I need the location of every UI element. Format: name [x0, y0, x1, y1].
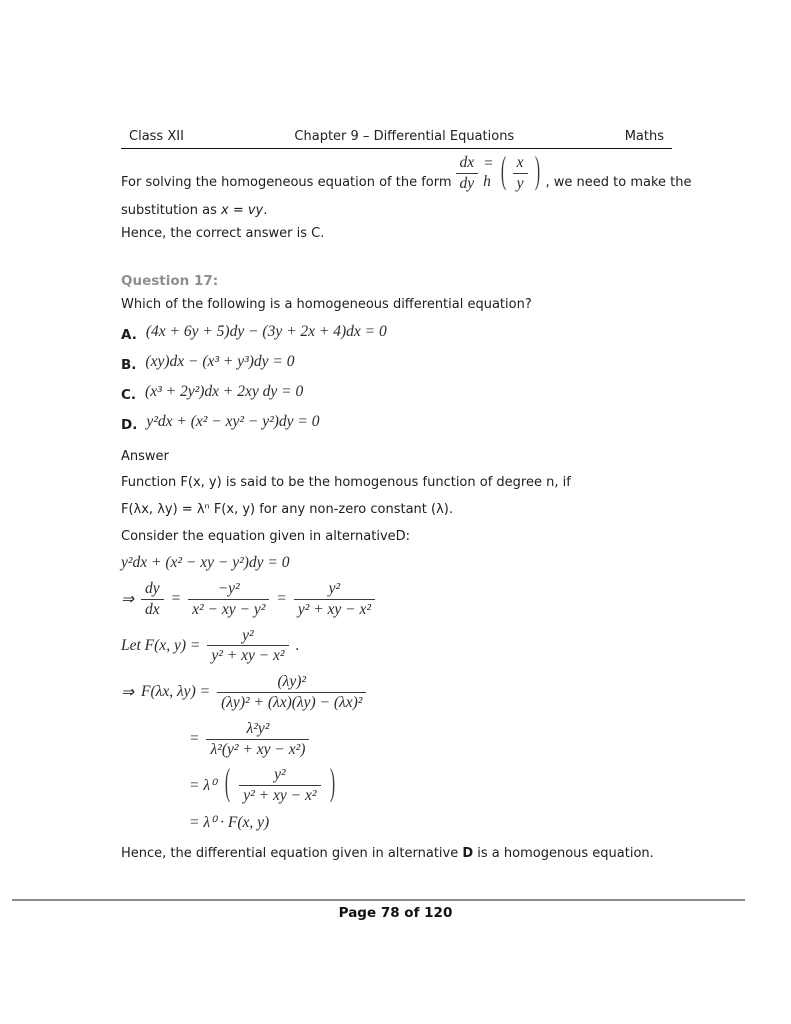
- fraction-dx-dy: $\frac{dx}{dy}$: [456, 154, 479, 193]
- page-content: [121, 129, 692, 862]
- fraction-x-y: $\frac{x}{y}$: [513, 154, 528, 193]
- option-a-equation: (4x + 6y + 5)dy − (3y + 2x + 4)dx = 0: [145, 322, 387, 340]
- conclusion-pre: Hence, the differential equation given in alternative: [121, 846, 463, 862]
- lambda0-pre: = λ⁰: [189, 777, 217, 795]
- equation-dydx: [121, 580, 672, 619]
- option-c-label: C.: [121, 386, 137, 403]
- intro-equation: [456, 151, 542, 193]
- intro-text-after: , we need to make the: [545, 174, 692, 190]
- option-c-equation: (x³ + 2y²)dx + 2xy dy = 0: [145, 382, 304, 400]
- equation-final: = λ⁰ · F(x, y): [189, 814, 270, 832]
- let-f-period: .: [295, 636, 300, 654]
- equation-mid: = h: [483, 155, 494, 191]
- conclusion-line: [121, 846, 672, 861]
- definition-line-1: Function F(x, y) is said to be the homogenous function of degree n, if: [121, 475, 571, 491]
- intro-line: [121, 151, 692, 193]
- option-a-label: A.: [121, 326, 137, 343]
- substitution-period: .: [263, 202, 268, 218]
- left-paren: (: [500, 151, 506, 193]
- equation-step-lambda0: [189, 766, 672, 805]
- equals-sign: =: [189, 730, 200, 748]
- conclusion-post: is a homogenous equation.: [473, 846, 654, 862]
- equals-sign: =: [276, 590, 287, 608]
- substitution-line: [121, 202, 672, 220]
- page-number: Page 78 of 120: [338, 905, 453, 921]
- question-prompt: Which of the following is a homogeneous differential equation?: [121, 296, 532, 312]
- option-d-label: D.: [121, 416, 138, 433]
- option-a: [121, 323, 672, 342]
- hence-line: Hence, the correct answer is C.: [121, 226, 325, 242]
- definition-line-2: F(λx, λy) = λⁿ F(x, y) for any non-zero constant (λ).: [121, 501, 453, 517]
- option-d-equation: y²dx + (x² − xy² − y²)dy = 0: [146, 412, 320, 430]
- equals-sign: =: [170, 590, 182, 608]
- footer-divider: [12, 899, 745, 901]
- option-b: [121, 353, 672, 372]
- right-paren: ): [329, 764, 335, 805]
- answer-label: Answer: [121, 448, 169, 464]
- let-f-pre: Let F(x, y) =: [121, 636, 201, 654]
- substitution-math: x = vy: [221, 202, 264, 218]
- option-d: [121, 413, 672, 432]
- equation-f-lambda: [121, 673, 672, 712]
- page-header: [121, 129, 672, 149]
- fraction-lambda2: $\frac{\text{λ²y²}}{\text{λ²(y² + xy − x²)}}$: [206, 720, 309, 759]
- option-c: [121, 383, 672, 402]
- substitution-text: substitution as: [121, 202, 221, 218]
- fraction-neg-y2: $\frac{\text{−y²}}{\text{x² − xy − y²}}$: [188, 580, 269, 619]
- header-subject: Maths: [624, 129, 664, 144]
- option-b-label: B.: [121, 356, 137, 373]
- fraction-fxy: $\frac{\text{y²}}{\text{y² + xy − x²}}$: [207, 627, 288, 666]
- fraction-y2: $\frac{\text{y²}}{\text{y² + xy − x²}}$: [294, 580, 375, 619]
- consider-line: Consider the equation given in alternativeD:: [121, 529, 411, 545]
- equation-d: y²dx + (x² − xy − y²)dy = 0: [121, 553, 290, 571]
- implies-arrow: ⇒: [121, 683, 134, 701]
- fraction-dy-dx: $\frac{dy}{dx}$: [141, 580, 164, 619]
- fraction-lambda: $\frac{\text{(λy)²}}{\text{(λy)² + (λx)(λy) − (λx)²}}$: [217, 673, 366, 712]
- header-chapter: Chapter 9 – Differential Equations: [294, 129, 515, 144]
- conclusion-bold-d: D: [462, 846, 474, 862]
- intro-text-before: For solving the homogeneous equation of the form: [121, 174, 452, 190]
- f-lambda-pre: F(λx, λy) =: [141, 683, 211, 701]
- header-class: Class XII: [129, 129, 184, 144]
- option-b-equation: (xy)dx − (x³ + y³)dy = 0: [145, 352, 295, 370]
- fraction-lambda0: $\frac{\text{y²}}{\text{y² + xy − x²}}$: [239, 766, 320, 805]
- left-paren: (: [225, 764, 231, 805]
- equation-let-f: [121, 627, 672, 666]
- equation-step-lambda2: [189, 720, 672, 759]
- implies-arrow: ⇒: [121, 590, 134, 608]
- question-heading: Question 17:: [121, 272, 219, 289]
- right-paren: ): [534, 151, 540, 193]
